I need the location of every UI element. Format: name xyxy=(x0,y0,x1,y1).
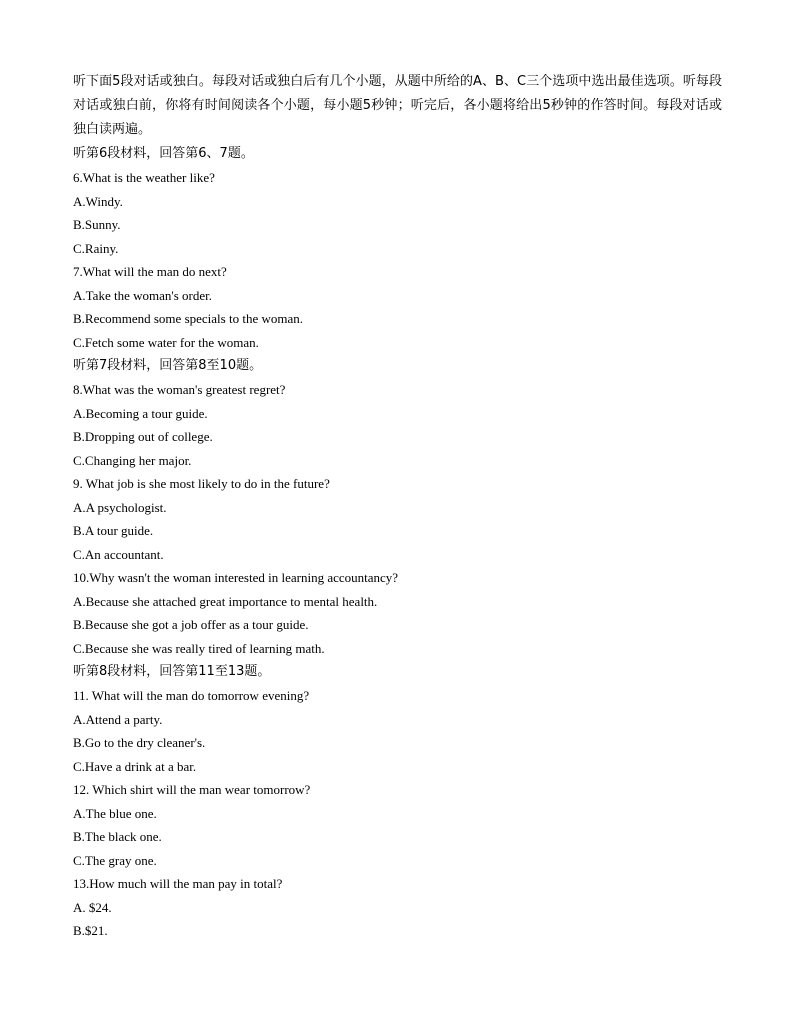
option-b: B.Recommend some specials to the woman. xyxy=(73,311,303,326)
option-a: A.A psychologist. xyxy=(73,499,167,515)
question-text: 7.What will the man do next? xyxy=(73,264,227,279)
question-12 xyxy=(73,778,722,872)
option-a: A.Take the woman's order. xyxy=(73,287,212,303)
section-8 xyxy=(73,660,722,943)
option-a: A.The blue one. xyxy=(73,805,157,821)
question-text: 12. Which shirt will the man wear tomorrow? xyxy=(73,782,311,797)
option-c: C.Rainy. xyxy=(73,240,119,256)
option-a: A.Attend a party. xyxy=(73,711,163,727)
option-b: B.Go to the dry cleaner's. xyxy=(73,735,206,750)
section-heading: 听第6段材料，回答第6、7题。 xyxy=(73,146,254,161)
question-10 xyxy=(73,566,722,660)
option-c: C.Because she was really tired of learning math. xyxy=(73,640,325,656)
option-b: B.Dropping out of college. xyxy=(73,429,213,444)
question-text: 13.How much will the man pay in total? xyxy=(73,876,283,891)
option-a: A.Windy. xyxy=(73,193,123,209)
question-13 xyxy=(73,872,722,943)
option-c: C.Changing her major. xyxy=(73,452,192,468)
question-text: 8.What was the woman's greatest regret? xyxy=(73,382,286,397)
section-7 xyxy=(73,354,722,660)
option-b: B.$21. xyxy=(73,923,108,938)
option-c: C.Have a drink at a bar. xyxy=(73,758,197,774)
option-a: A.Becoming a tour guide. xyxy=(73,405,208,421)
option-b: B.Because she got a job offer as a tour guide. xyxy=(73,617,309,632)
question-text: 11. What will the man do tomorrow evening? xyxy=(73,688,310,703)
option-c: C.The gray one. xyxy=(73,852,157,868)
option-b: B.A tour guide. xyxy=(73,523,154,538)
question-text: 9. What job is she most likely to do in the future? xyxy=(73,476,330,491)
option-a: A. $24. xyxy=(73,899,112,915)
question-9 xyxy=(73,472,722,566)
question-7 xyxy=(73,260,722,354)
question-11 xyxy=(73,684,722,778)
option-a: A.Because she attached great importance to mental health. xyxy=(73,593,378,609)
option-c: C.An accountant. xyxy=(73,546,164,562)
question-6 xyxy=(73,166,722,260)
section-heading: 听第7段材料，回答第8至10题。 xyxy=(73,358,263,373)
question-text: 10.Why wasn't the woman interested in learning accountancy? xyxy=(73,570,399,585)
instructions-paragraph: 听下面5段对话或独白。每段对话或独白后有几个小题，从题中所给的A、B、C三个选项中选出最佳选项。听每段对话或独白前，你将有时间阅读各个小题，每小题5秒钟；听完后，各小题将给出5秒钟的作答时间。每段对话或独白读两遍。 xyxy=(73,74,722,137)
option-b: B.Sunny. xyxy=(73,217,121,232)
section-heading: 听第8段材料，回答第11至13题。 xyxy=(73,664,271,679)
question-text: 6.What is the weather like? xyxy=(73,170,215,185)
option-c: C.Fetch some water for the woman. xyxy=(73,334,259,350)
option-b: B.The black one. xyxy=(73,829,162,844)
question-8 xyxy=(73,378,722,472)
section-6 xyxy=(73,142,722,354)
